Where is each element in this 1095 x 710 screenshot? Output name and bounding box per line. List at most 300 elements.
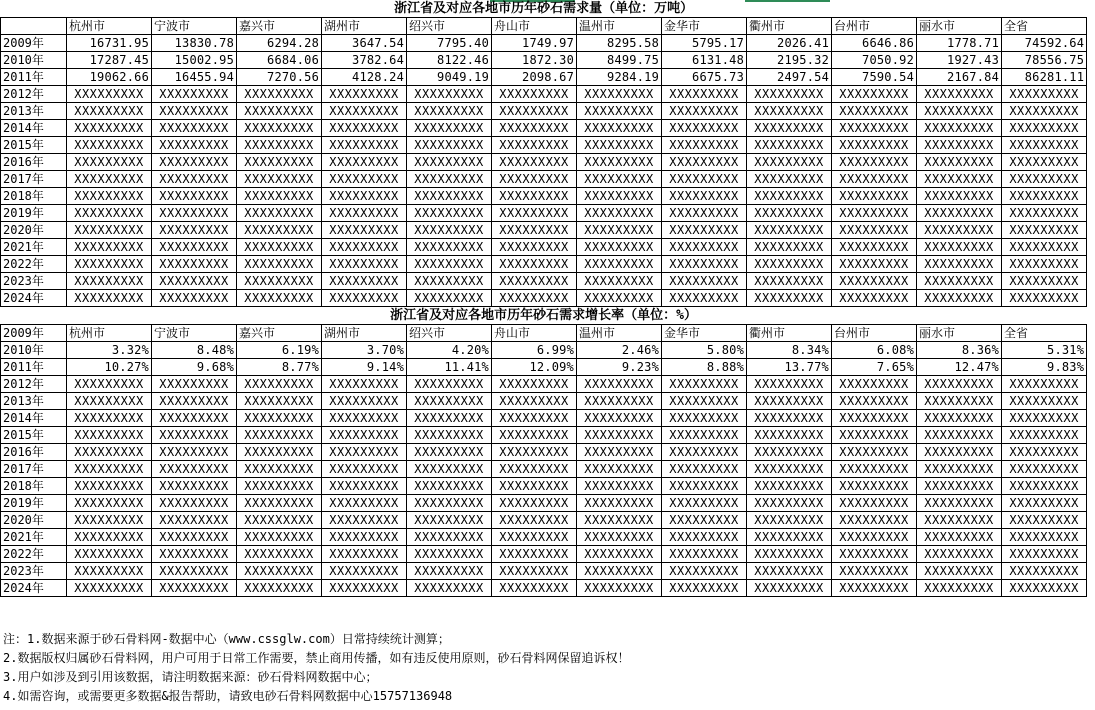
masked-cell[interactable]: XXXXXXXXX <box>152 120 237 137</box>
masked-cell[interactable]: XXXXXXXXX <box>662 137 747 154</box>
masked-cell[interactable]: XXXXXXXXX <box>662 393 747 410</box>
table2-column-header[interactable]: 丽水市 <box>917 325 1002 342</box>
masked-cell[interactable]: XXXXXXXXX <box>152 154 237 171</box>
masked-cell[interactable]: XXXXXXXXX <box>662 154 747 171</box>
masked-cell[interactable]: XXXXXXXXX <box>152 256 237 273</box>
value-cell[interactable]: 3782.64 <box>322 52 407 69</box>
masked-cell[interactable]: XXXXXXXXX <box>322 478 407 495</box>
masked-cell[interactable]: XXXXXXXXX <box>67 512 152 529</box>
table2-column-header[interactable]: 舟山市 <box>492 325 577 342</box>
masked-cell[interactable]: XXXXXXXXX <box>492 171 577 188</box>
masked-cell[interactable]: XXXXXXXXX <box>577 546 662 563</box>
masked-cell[interactable]: XXXXXXXXX <box>407 427 492 444</box>
masked-cell[interactable]: XXXXXXXXX <box>237 529 322 546</box>
table2-column-header[interactable]: 衢州市 <box>747 325 832 342</box>
value-cell[interactable]: 9.68% <box>152 359 237 376</box>
masked-cell[interactable]: XXXXXXXXX <box>747 256 832 273</box>
masked-cell[interactable]: XXXXXXXXX <box>577 529 662 546</box>
row-year-cell[interactable]: 2016年 <box>1 154 67 171</box>
masked-cell[interactable]: XXXXXXXXX <box>917 563 1002 580</box>
masked-cell[interactable]: XXXXXXXXX <box>492 563 577 580</box>
masked-cell[interactable]: XXXXXXXXX <box>407 86 492 103</box>
masked-cell[interactable]: XXXXXXXXX <box>237 546 322 563</box>
masked-cell[interactable]: XXXXXXXXX <box>747 461 832 478</box>
masked-cell[interactable]: XXXXXXXXX <box>67 154 152 171</box>
masked-cell[interactable]: XXXXXXXXX <box>747 478 832 495</box>
masked-cell[interactable]: XXXXXXXXX <box>1002 239 1087 256</box>
masked-cell[interactable]: XXXXXXXXX <box>747 512 832 529</box>
table1-column-header[interactable]: 嘉兴市 <box>237 18 322 35</box>
masked-cell[interactable]: XXXXXXXXX <box>492 290 577 307</box>
masked-cell[interactable]: XXXXXXXXX <box>747 154 832 171</box>
masked-cell[interactable]: XXXXXXXXX <box>577 478 662 495</box>
masked-cell[interactable]: XXXXXXXXX <box>67 478 152 495</box>
masked-cell[interactable]: XXXXXXXXX <box>237 120 322 137</box>
masked-cell[interactable]: XXXXXXXXX <box>322 290 407 307</box>
value-cell[interactable]: 17287.45 <box>67 52 152 69</box>
table1-corner-cell[interactable] <box>1 18 67 35</box>
masked-cell[interactable]: XXXXXXXXX <box>747 239 832 256</box>
masked-cell[interactable]: XXXXXXXXX <box>152 171 237 188</box>
masked-cell[interactable]: XXXXXXXXX <box>237 444 322 461</box>
masked-cell[interactable]: XXXXXXXXX <box>917 188 1002 205</box>
value-cell[interactable]: 6675.73 <box>662 69 747 86</box>
masked-cell[interactable]: XXXXXXXXX <box>577 512 662 529</box>
masked-cell[interactable]: XXXXXXXXX <box>1002 546 1087 563</box>
value-cell[interactable]: 12.47% <box>917 359 1002 376</box>
masked-cell[interactable]: XXXXXXXXX <box>407 393 492 410</box>
masked-cell[interactable]: XXXXXXXXX <box>407 205 492 222</box>
masked-cell[interactable]: XXXXXXXXX <box>917 103 1002 120</box>
value-cell[interactable]: 5.80% <box>662 342 747 359</box>
masked-cell[interactable]: XXXXXXXXX <box>662 427 747 444</box>
value-cell[interactable]: 8.88% <box>662 359 747 376</box>
table2-column-header[interactable]: 台州市 <box>832 325 917 342</box>
masked-cell[interactable]: XXXXXXXXX <box>662 256 747 273</box>
masked-cell[interactable]: XXXXXXXXX <box>577 103 662 120</box>
masked-cell[interactable]: XXXXXXXXX <box>152 188 237 205</box>
masked-cell[interactable]: XXXXXXXXX <box>67 188 152 205</box>
masked-cell[interactable]: XXXXXXXXX <box>832 546 917 563</box>
masked-cell[interactable]: XXXXXXXXX <box>67 495 152 512</box>
value-cell[interactable]: 86281.11 <box>1002 69 1087 86</box>
masked-cell[interactable]: XXXXXXXXX <box>152 580 237 597</box>
row-year-cell[interactable]: 2010年 <box>1 342 67 359</box>
masked-cell[interactable]: XXXXXXXXX <box>152 427 237 444</box>
masked-cell[interactable]: XXXXXXXXX <box>407 171 492 188</box>
masked-cell[interactable]: XXXXXXXXX <box>577 222 662 239</box>
masked-cell[interactable]: XXXXXXXXX <box>577 120 662 137</box>
masked-cell[interactable]: XXXXXXXXX <box>152 410 237 427</box>
masked-cell[interactable]: XXXXXXXXX <box>67 120 152 137</box>
masked-cell[interactable]: XXXXXXXXX <box>407 256 492 273</box>
table1-column-header[interactable]: 金华市 <box>662 18 747 35</box>
masked-cell[interactable]: XXXXXXXXX <box>407 273 492 290</box>
value-cell[interactable]: 7590.54 <box>832 69 917 86</box>
row-year-cell[interactable]: 2017年 <box>1 461 67 478</box>
masked-cell[interactable]: XXXXXXXXX <box>407 478 492 495</box>
table1-column-header[interactable]: 绍兴市 <box>407 18 492 35</box>
masked-cell[interactable]: XXXXXXXXX <box>152 222 237 239</box>
masked-cell[interactable]: XXXXXXXXX <box>577 171 662 188</box>
masked-cell[interactable]: XXXXXXXXX <box>747 495 832 512</box>
value-cell[interactable]: 1778.71 <box>917 35 1002 52</box>
masked-cell[interactable]: XXXXXXXXX <box>322 222 407 239</box>
masked-cell[interactable]: XXXXXXXXX <box>322 273 407 290</box>
value-cell[interactable]: 2098.67 <box>492 69 577 86</box>
row-year-cell[interactable]: 2016年 <box>1 444 67 461</box>
masked-cell[interactable]: XXXXXXXXX <box>492 444 577 461</box>
masked-cell[interactable]: XXXXXXXXX <box>492 86 577 103</box>
masked-cell[interactable]: XXXXXXXXX <box>152 478 237 495</box>
masked-cell[interactable]: XXXXXXXXX <box>152 529 237 546</box>
masked-cell[interactable]: XXXXXXXXX <box>492 529 577 546</box>
masked-cell[interactable]: XXXXXXXXX <box>917 427 1002 444</box>
value-cell[interactable]: 4.20% <box>407 342 492 359</box>
row-year-cell[interactable]: 2021年 <box>1 239 67 256</box>
masked-cell[interactable]: XXXXXXXXX <box>237 86 322 103</box>
masked-cell[interactable]: XXXXXXXXX <box>237 290 322 307</box>
masked-cell[interactable]: XXXXXXXXX <box>152 495 237 512</box>
masked-cell[interactable]: XXXXXXXXX <box>917 239 1002 256</box>
masked-cell[interactable]: XXXXXXXXX <box>747 563 832 580</box>
masked-cell[interactable]: XXXXXXXXX <box>917 171 1002 188</box>
masked-cell[interactable]: XXXXXXXXX <box>322 546 407 563</box>
masked-cell[interactable]: XXXXXXXXX <box>1002 137 1087 154</box>
masked-cell[interactable]: XXXXXXXXX <box>747 171 832 188</box>
masked-cell[interactable]: XXXXXXXXX <box>917 273 1002 290</box>
value-cell[interactable]: 9.23% <box>577 359 662 376</box>
masked-cell[interactable]: XXXXXXXXX <box>577 444 662 461</box>
masked-cell[interactable]: XXXXXXXXX <box>747 376 832 393</box>
masked-cell[interactable]: XXXXXXXXX <box>917 154 1002 171</box>
value-cell[interactable]: 3.32% <box>67 342 152 359</box>
masked-cell[interactable]: XXXXXXXXX <box>747 222 832 239</box>
value-cell[interactable]: 7.65% <box>832 359 917 376</box>
masked-cell[interactable]: XXXXXXXXX <box>67 376 152 393</box>
masked-cell[interactable]: XXXXXXXXX <box>832 120 917 137</box>
masked-cell[interactable]: XXXXXXXXX <box>237 427 322 444</box>
value-cell[interactable]: 7795.40 <box>407 35 492 52</box>
masked-cell[interactable]: XXXXXXXXX <box>577 188 662 205</box>
table2-corner-cell[interactable]: 2009年 <box>1 325 67 342</box>
masked-cell[interactable]: XXXXXXXXX <box>662 563 747 580</box>
value-cell[interactable]: 2.46% <box>577 342 662 359</box>
masked-cell[interactable]: XXXXXXXXX <box>662 512 747 529</box>
masked-cell[interactable]: XXXXXXXXX <box>322 120 407 137</box>
masked-cell[interactable]: XXXXXXXXX <box>662 103 747 120</box>
masked-cell[interactable]: XXXXXXXXX <box>917 222 1002 239</box>
masked-cell[interactable]: XXXXXXXXX <box>1002 563 1087 580</box>
value-cell[interactable]: 2195.32 <box>747 52 832 69</box>
masked-cell[interactable]: XXXXXXXXX <box>67 546 152 563</box>
masked-cell[interactable]: XXXXXXXXX <box>237 137 322 154</box>
masked-cell[interactable]: XXXXXXXXX <box>152 273 237 290</box>
masked-cell[interactable]: XXXXXXXXX <box>662 444 747 461</box>
masked-cell[interactable]: XXXXXXXXX <box>407 137 492 154</box>
masked-cell[interactable]: XXXXXXXXX <box>237 393 322 410</box>
masked-cell[interactable]: XXXXXXXXX <box>917 393 1002 410</box>
row-year-cell[interactable]: 2024年 <box>1 580 67 597</box>
masked-cell[interactable]: XXXXXXXXX <box>237 410 322 427</box>
masked-cell[interactable]: XXXXXXXXX <box>747 410 832 427</box>
masked-cell[interactable]: XXXXXXXXX <box>917 580 1002 597</box>
row-year-cell[interactable]: 2023年 <box>1 273 67 290</box>
masked-cell[interactable]: XXXXXXXXX <box>832 290 917 307</box>
masked-cell[interactable]: XXXXXXXXX <box>747 86 832 103</box>
masked-cell[interactable]: XXXXXXXXX <box>577 256 662 273</box>
masked-cell[interactable]: XXXXXXXXX <box>917 495 1002 512</box>
masked-cell[interactable]: XXXXXXXXX <box>237 273 322 290</box>
masked-cell[interactable]: XXXXXXXXX <box>67 256 152 273</box>
masked-cell[interactable]: XXXXXXXXX <box>662 461 747 478</box>
masked-cell[interactable]: XXXXXXXXX <box>492 154 577 171</box>
masked-cell[interactable]: XXXXXXXXX <box>237 563 322 580</box>
masked-cell[interactable]: XXXXXXXXX <box>747 120 832 137</box>
masked-cell[interactable]: XXXXXXXXX <box>1002 154 1087 171</box>
masked-cell[interactable]: XXXXXXXXX <box>492 188 577 205</box>
masked-cell[interactable]: XXXXXXXXX <box>407 563 492 580</box>
value-cell[interactable]: 1872.30 <box>492 52 577 69</box>
masked-cell[interactable]: XXXXXXXXX <box>577 427 662 444</box>
masked-cell[interactable]: XXXXXXXXX <box>1002 205 1087 222</box>
value-cell[interactable]: 8295.58 <box>577 35 662 52</box>
row-year-cell[interactable]: 2023年 <box>1 563 67 580</box>
masked-cell[interactable]: XXXXXXXXX <box>662 580 747 597</box>
masked-cell[interactable]: XXXXXXXXX <box>1002 86 1087 103</box>
table2-column-header[interactable]: 杭州市 <box>67 325 152 342</box>
masked-cell[interactable]: XXXXXXXXX <box>492 495 577 512</box>
masked-cell[interactable]: XXXXXXXXX <box>237 580 322 597</box>
masked-cell[interactable]: XXXXXXXXX <box>407 120 492 137</box>
row-year-cell[interactable]: 2010年 <box>1 52 67 69</box>
masked-cell[interactable]: XXXXXXXXX <box>152 290 237 307</box>
value-cell[interactable]: 19062.66 <box>67 69 152 86</box>
masked-cell[interactable]: XXXXXXXXX <box>322 256 407 273</box>
masked-cell[interactable]: XXXXXXXXX <box>322 427 407 444</box>
masked-cell[interactable]: XXXXXXXXX <box>237 478 322 495</box>
masked-cell[interactable]: XXXXXXXXX <box>662 239 747 256</box>
masked-cell[interactable]: XXXXXXXXX <box>577 154 662 171</box>
masked-cell[interactable]: XXXXXXXXX <box>322 461 407 478</box>
value-cell[interactable]: 78556.75 <box>1002 52 1087 69</box>
masked-cell[interactable]: XXXXXXXXX <box>237 256 322 273</box>
table2-column-header[interactable]: 湖州市 <box>322 325 407 342</box>
masked-cell[interactable]: XXXXXXXXX <box>322 512 407 529</box>
masked-cell[interactable]: XXXXXXXXX <box>577 239 662 256</box>
value-cell[interactable]: 6294.28 <box>237 35 322 52</box>
masked-cell[interactable]: XXXXXXXXX <box>832 580 917 597</box>
masked-cell[interactable]: XXXXXXXXX <box>662 171 747 188</box>
masked-cell[interactable]: XXXXXXXXX <box>407 546 492 563</box>
masked-cell[interactable]: XXXXXXXXX <box>917 461 1002 478</box>
masked-cell[interactable]: XXXXXXXXX <box>747 393 832 410</box>
masked-cell[interactable]: XXXXXXXXX <box>67 580 152 597</box>
masked-cell[interactable]: XXXXXXXXX <box>67 86 152 103</box>
masked-cell[interactable]: XXXXXXXXX <box>152 376 237 393</box>
masked-cell[interactable]: XXXXXXXXX <box>407 103 492 120</box>
masked-cell[interactable]: XXXXXXXXX <box>1002 495 1087 512</box>
masked-cell[interactable]: XXXXXXXXX <box>577 273 662 290</box>
masked-cell[interactable]: XXXXXXXXX <box>322 86 407 103</box>
masked-cell[interactable]: XXXXXXXXX <box>747 529 832 546</box>
masked-cell[interactable]: XXXXXXXXX <box>322 376 407 393</box>
masked-cell[interactable]: XXXXXXXXX <box>1002 376 1087 393</box>
table1-column-header[interactable]: 全省 <box>1002 18 1087 35</box>
masked-cell[interactable]: XXXXXXXXX <box>1002 171 1087 188</box>
masked-cell[interactable]: XXXXXXXXX <box>577 137 662 154</box>
masked-cell[interactable]: XXXXXXXXX <box>492 410 577 427</box>
masked-cell[interactable]: XXXXXXXXX <box>492 478 577 495</box>
masked-cell[interactable]: XXXXXXXXX <box>322 495 407 512</box>
row-year-cell[interactable]: 2011年 <box>1 359 67 376</box>
masked-cell[interactable]: XXXXXXXXX <box>407 410 492 427</box>
value-cell[interactable]: 9049.19 <box>407 69 492 86</box>
masked-cell[interactable]: XXXXXXXXX <box>407 580 492 597</box>
masked-cell[interactable]: XXXXXXXXX <box>662 86 747 103</box>
table1-column-header[interactable]: 杭州市 <box>67 18 152 35</box>
value-cell[interactable]: 8499.75 <box>577 52 662 69</box>
masked-cell[interactable]: XXXXXXXXX <box>67 273 152 290</box>
masked-cell[interactable]: XXXXXXXXX <box>832 529 917 546</box>
masked-cell[interactable]: XXXXXXXXX <box>492 393 577 410</box>
masked-cell[interactable]: XXXXXXXXX <box>322 239 407 256</box>
masked-cell[interactable]: XXXXXXXXX <box>492 273 577 290</box>
masked-cell[interactable]: XXXXXXXXX <box>1002 103 1087 120</box>
value-cell[interactable]: 8.48% <box>152 342 237 359</box>
table2-column-header[interactable]: 温州市 <box>577 325 662 342</box>
masked-cell[interactable]: XXXXXXXXX <box>1002 427 1087 444</box>
masked-cell[interactable]: XXXXXXXXX <box>492 512 577 529</box>
masked-cell[interactable]: XXXXXXXXX <box>152 103 237 120</box>
masked-cell[interactable]: XXXXXXXXX <box>662 529 747 546</box>
row-year-cell[interactable]: 2009年 <box>1 35 67 52</box>
table1-column-header[interactable]: 台州市 <box>832 18 917 35</box>
masked-cell[interactable]: XXXXXXXXX <box>152 461 237 478</box>
value-cell[interactable]: 16455.94 <box>152 69 237 86</box>
masked-cell[interactable]: XXXXXXXXX <box>67 529 152 546</box>
row-year-cell[interactable]: 2020年 <box>1 222 67 239</box>
row-year-cell[interactable]: 2011年 <box>1 69 67 86</box>
masked-cell[interactable]: XXXXXXXXX <box>917 290 1002 307</box>
value-cell[interactable]: 74592.64 <box>1002 35 1087 52</box>
masked-cell[interactable]: XXXXXXXXX <box>577 495 662 512</box>
row-year-cell[interactable]: 2012年 <box>1 86 67 103</box>
masked-cell[interactable]: XXXXXXXXX <box>917 137 1002 154</box>
masked-cell[interactable]: XXXXXXXXX <box>832 86 917 103</box>
masked-cell[interactable]: XXXXXXXXX <box>832 205 917 222</box>
masked-cell[interactable]: XXXXXXXXX <box>237 222 322 239</box>
table1-column-header[interactable]: 宁波市 <box>152 18 237 35</box>
masked-cell[interactable]: XXXXXXXXX <box>832 461 917 478</box>
masked-cell[interactable]: XXXXXXXXX <box>917 410 1002 427</box>
masked-cell[interactable]: XXXXXXXXX <box>1002 393 1087 410</box>
value-cell[interactable]: 3.70% <box>322 342 407 359</box>
masked-cell[interactable]: XXXXXXXXX <box>917 478 1002 495</box>
masked-cell[interactable]: XXXXXXXXX <box>917 120 1002 137</box>
masked-cell[interactable]: XXXXXXXXX <box>577 376 662 393</box>
masked-cell[interactable]: XXXXXXXXX <box>1002 529 1087 546</box>
masked-cell[interactable]: XXXXXXXXX <box>1002 444 1087 461</box>
value-cell[interactable]: 11.41% <box>407 359 492 376</box>
masked-cell[interactable]: XXXXXXXXX <box>1002 512 1087 529</box>
masked-cell[interactable]: XXXXXXXXX <box>917 444 1002 461</box>
masked-cell[interactable]: XXXXXXXXX <box>492 103 577 120</box>
masked-cell[interactable]: XXXXXXXXX <box>237 376 322 393</box>
value-cell[interactable]: 5795.17 <box>662 35 747 52</box>
masked-cell[interactable]: XXXXXXXXX <box>662 120 747 137</box>
masked-cell[interactable]: XXXXXXXXX <box>407 376 492 393</box>
row-year-cell[interactable]: 2024年 <box>1 290 67 307</box>
masked-cell[interactable]: XXXXXXXXX <box>662 273 747 290</box>
masked-cell[interactable]: XXXXXXXXX <box>67 427 152 444</box>
table1-column-header[interactable]: 丽水市 <box>917 18 1002 35</box>
masked-cell[interactable]: XXXXXXXXX <box>237 461 322 478</box>
value-cell[interactable]: 9.83% <box>1002 359 1087 376</box>
masked-cell[interactable]: XXXXXXXXX <box>152 393 237 410</box>
masked-cell[interactable]: XXXXXXXXX <box>917 205 1002 222</box>
masked-cell[interactable]: XXXXXXXXX <box>67 563 152 580</box>
masked-cell[interactable]: XXXXXXXXX <box>322 563 407 580</box>
masked-cell[interactable]: XXXXXXXXX <box>237 171 322 188</box>
masked-cell[interactable]: XXXXXXXXX <box>322 444 407 461</box>
masked-cell[interactable]: XXXXXXXXX <box>407 529 492 546</box>
masked-cell[interactable]: XXXXXXXXX <box>1002 256 1087 273</box>
table1-column-header[interactable]: 舟山市 <box>492 18 577 35</box>
masked-cell[interactable]: XXXXXXXXX <box>152 86 237 103</box>
value-cell[interactable]: 10.27% <box>67 359 152 376</box>
masked-cell[interactable]: XXXXXXXXX <box>492 546 577 563</box>
row-year-cell[interactable]: 2021年 <box>1 529 67 546</box>
table2-column-header[interactable]: 宁波市 <box>152 325 237 342</box>
masked-cell[interactable]: XXXXXXXXX <box>662 290 747 307</box>
masked-cell[interactable]: XXXXXXXXX <box>322 393 407 410</box>
masked-cell[interactable]: XXXXXXXXX <box>237 495 322 512</box>
table2-column-header[interactable]: 嘉兴市 <box>237 325 322 342</box>
masked-cell[interactable]: XXXXXXXXX <box>67 393 152 410</box>
row-year-cell[interactable]: 2018年 <box>1 478 67 495</box>
masked-cell[interactable]: XXXXXXXXX <box>407 290 492 307</box>
table2-column-header[interactable]: 全省 <box>1002 325 1087 342</box>
masked-cell[interactable]: XXXXXXXXX <box>492 205 577 222</box>
value-cell[interactable]: 4128.24 <box>322 69 407 86</box>
masked-cell[interactable]: XXXXXXXXX <box>577 580 662 597</box>
masked-cell[interactable]: XXXXXXXXX <box>832 427 917 444</box>
row-year-cell[interactable]: 2019年 <box>1 205 67 222</box>
masked-cell[interactable]: XXXXXXXXX <box>917 546 1002 563</box>
value-cell[interactable]: 6646.86 <box>832 35 917 52</box>
masked-cell[interactable]: XXXXXXXXX <box>152 512 237 529</box>
masked-cell[interactable]: XXXXXXXXX <box>832 273 917 290</box>
masked-cell[interactable]: XXXXXXXXX <box>662 205 747 222</box>
table1-column-header[interactable]: 衢州市 <box>747 18 832 35</box>
masked-cell[interactable]: XXXXXXXXX <box>492 222 577 239</box>
masked-cell[interactable]: XXXXXXXXX <box>662 376 747 393</box>
masked-cell[interactable]: XXXXXXXXX <box>322 103 407 120</box>
masked-cell[interactable]: XXXXXXXXX <box>832 171 917 188</box>
value-cell[interactable]: 6.08% <box>832 342 917 359</box>
masked-cell[interactable]: XXXXXXXXX <box>152 546 237 563</box>
masked-cell[interactable]: XXXXXXXXX <box>832 256 917 273</box>
row-year-cell[interactable]: 2013年 <box>1 103 67 120</box>
masked-cell[interactable]: XXXXXXXXX <box>237 239 322 256</box>
masked-cell[interactable]: XXXXXXXXX <box>67 103 152 120</box>
masked-cell[interactable]: XXXXXXXXX <box>662 222 747 239</box>
masked-cell[interactable]: XXXXXXXXX <box>832 154 917 171</box>
masked-cell[interactable]: XXXXXXXXX <box>747 290 832 307</box>
masked-cell[interactable]: XXXXXXXXX <box>577 563 662 580</box>
table2-column-header[interactable]: 绍兴市 <box>407 325 492 342</box>
